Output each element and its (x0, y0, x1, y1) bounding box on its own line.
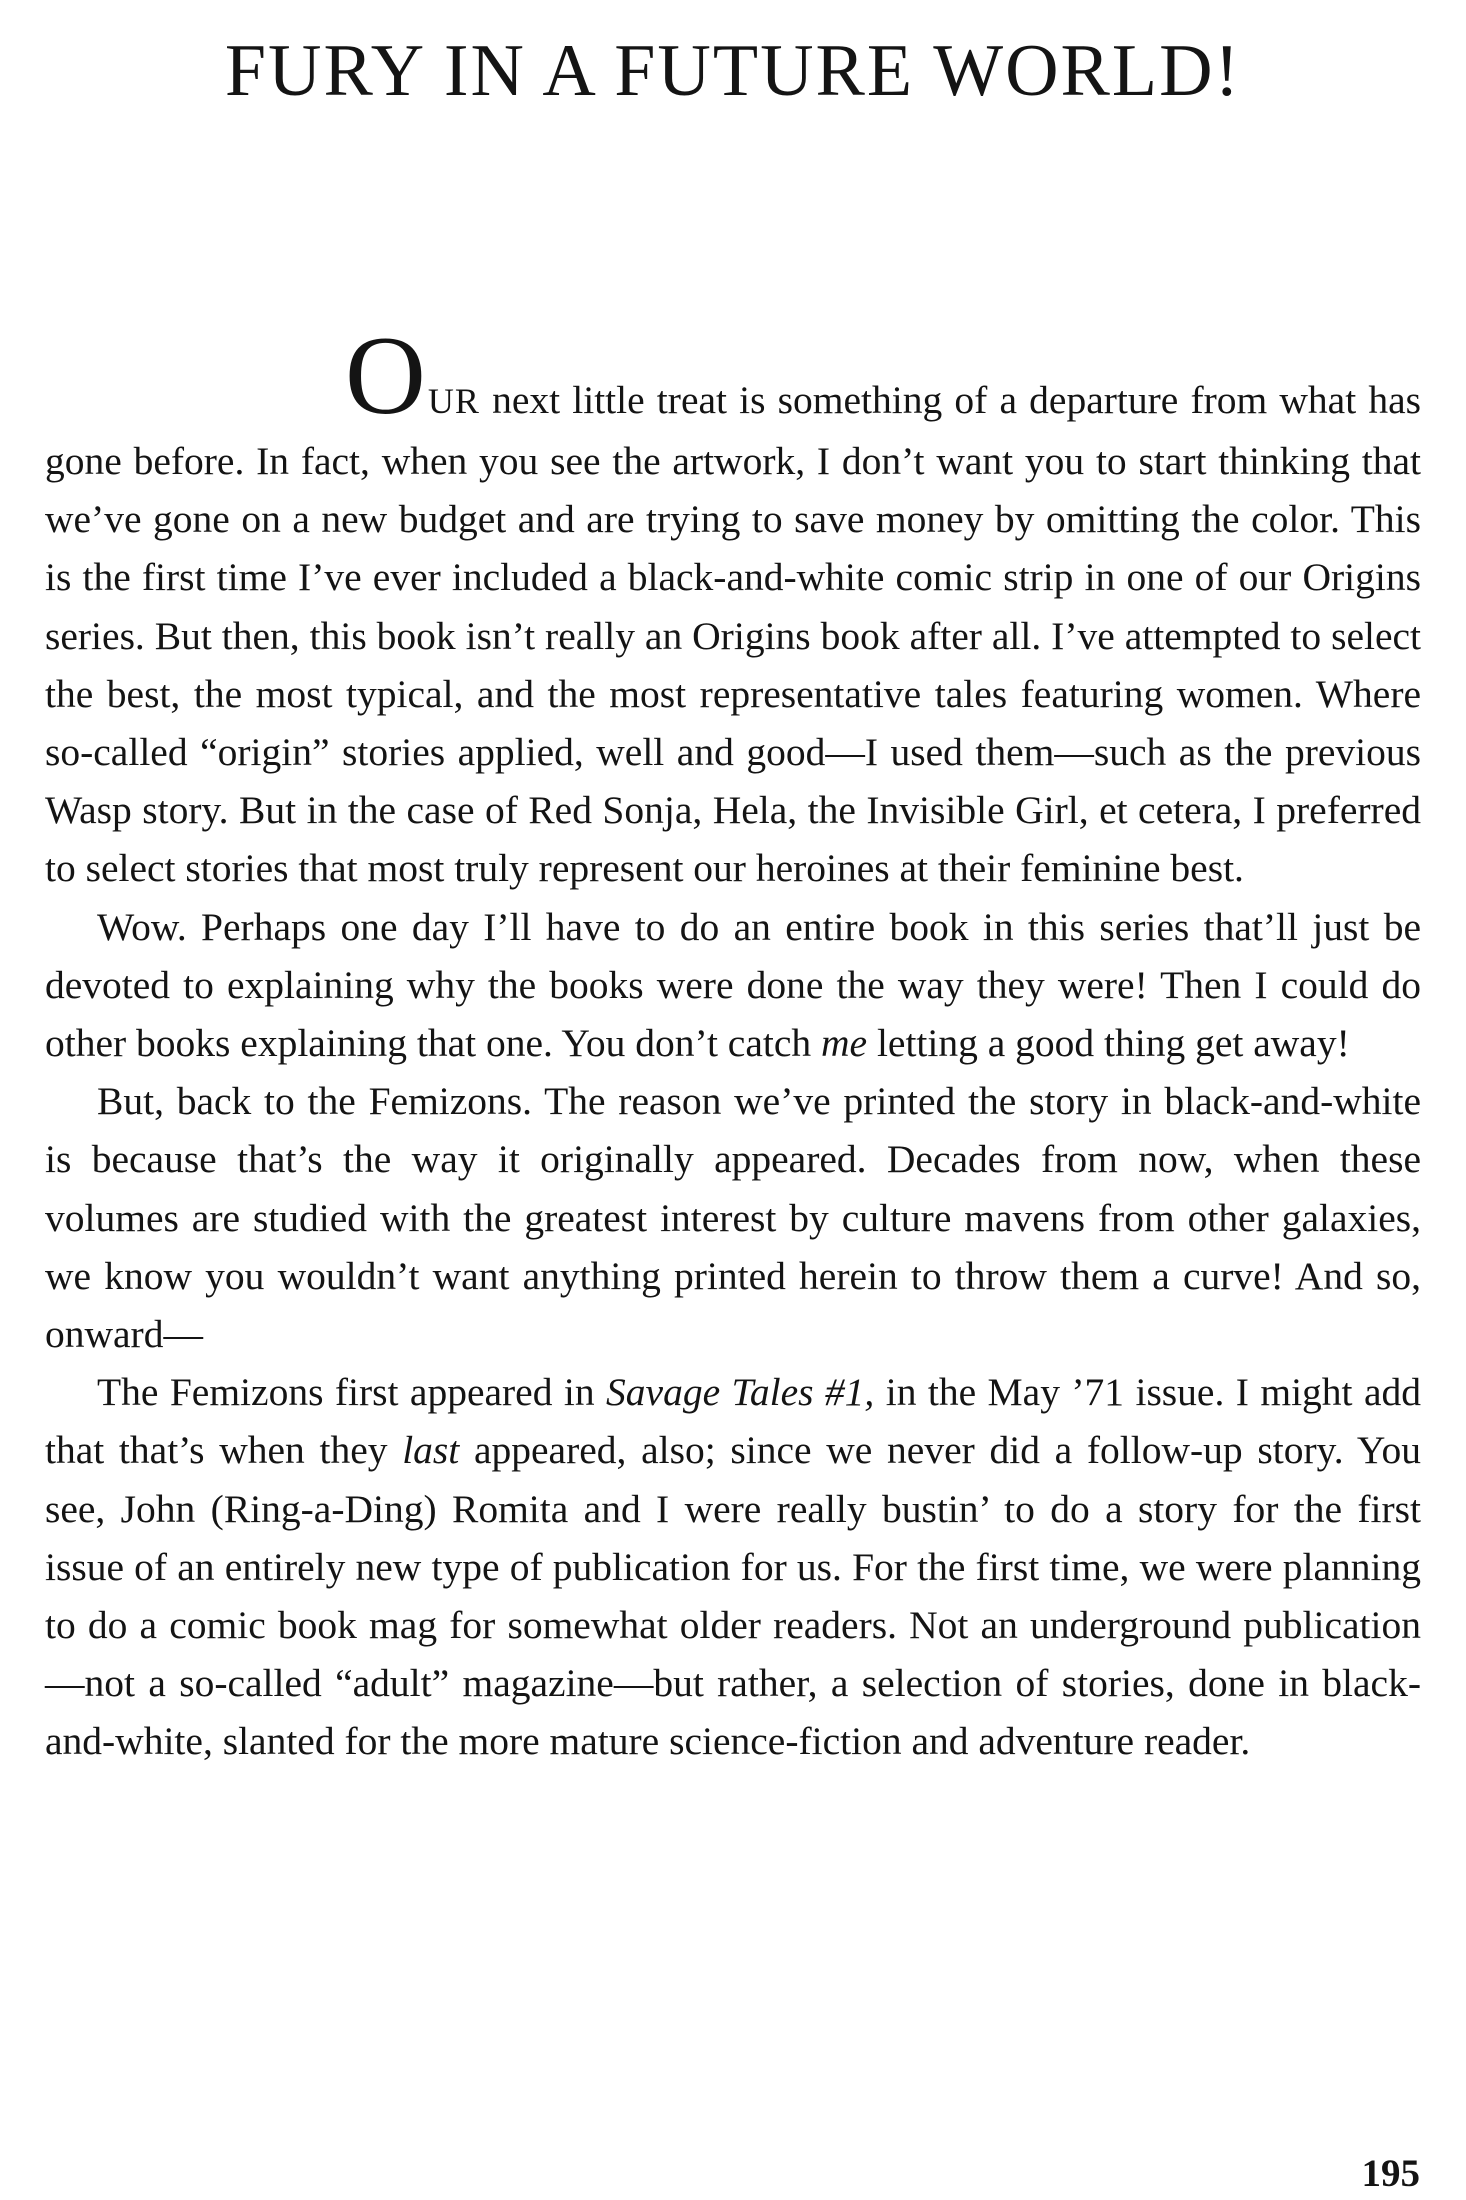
paragraph-4-italic-a: Savage Tales #1, (606, 1370, 875, 1415)
paragraph-2-text-a: Wow. Perhaps one day I’ll have to do an entire book in this series that’ll just be devoted to explaining why the books were done the way they were! Then I could do other books explaining that one. You don’t catch (45, 904, 1421, 1066)
paragraph-4-italic-b: last (402, 1428, 460, 1473)
paragraph-2 (45, 898, 1421, 1073)
page-title: FURY IN A FUTURE WORLD! (224, 30, 1242, 112)
paragraph-1-text: next little treat is something of a departure from what has gone before. In fact, when you see the artwork, I don’t want you to start thinking that we’ve gone on a new budget and are trying to save money by omitting the color. This is the first time I’ve ever included a black-and-white comic strip in one of our Origins series. But then, this book isn’t really an Origins book after all. I’ve attempted to select the best, the most typical, and the most representative tales featuring women. Where so-called “origin” stories applied, well and good—I used them—such as the previous Wasp story. But in the case of Red Sonja, Hela, the Invisible Girl, et cetera, I preferred to select stories that most truly represent our heroines at their feminine best. (45, 378, 1421, 891)
paragraph-3 (45, 1072, 1421, 1363)
paragraph-4-text-c: appeared, also; since we never did a follow-up story. You see, John (Ring-a-Ding) Romita and I were really bustin’ to do a story for the first issue of an entirely new type of publication for us. For the first time, we were planning to do a comic book mag for somewhat older readers. Not an underground publication—not a so-called “adult” magazine—but rather, a selection of stories, done in black-and-white, slanted for the more mature science-fiction and adventure reader. (45, 1428, 1421, 1764)
paragraph-2-italic-a: me (821, 1021, 868, 1066)
drop-cap-line (45, 314, 480, 438)
paragraph-4-text-b: in the May ’71 issue. I might add that that’s when they (45, 1370, 1421, 1473)
article-body (45, 314, 1421, 1771)
drop-cap: O (345, 314, 426, 438)
page-number: 195 (1361, 2152, 1420, 2195)
paragraph-2-text-b: letting a good thing get away! (867, 1021, 1350, 1066)
paragraph-3-text: But, back to the Femizons. The reason we’ve printed the story in black-and-white is because that’s the way it originally appeared. Decades from now, when these volumes are studied with the greatest interest by culture mavens from other galaxies, we know you wouldn’t want anything printed herein to throw them a curve! And so, onward— (45, 1079, 1421, 1357)
drop-cap-rest: UR (427, 381, 480, 421)
paragraph-1 (45, 314, 1421, 898)
paragraph-4 (45, 1363, 1421, 1770)
paragraph-4-text-a: The Femizons first appeared in (97, 1370, 607, 1415)
